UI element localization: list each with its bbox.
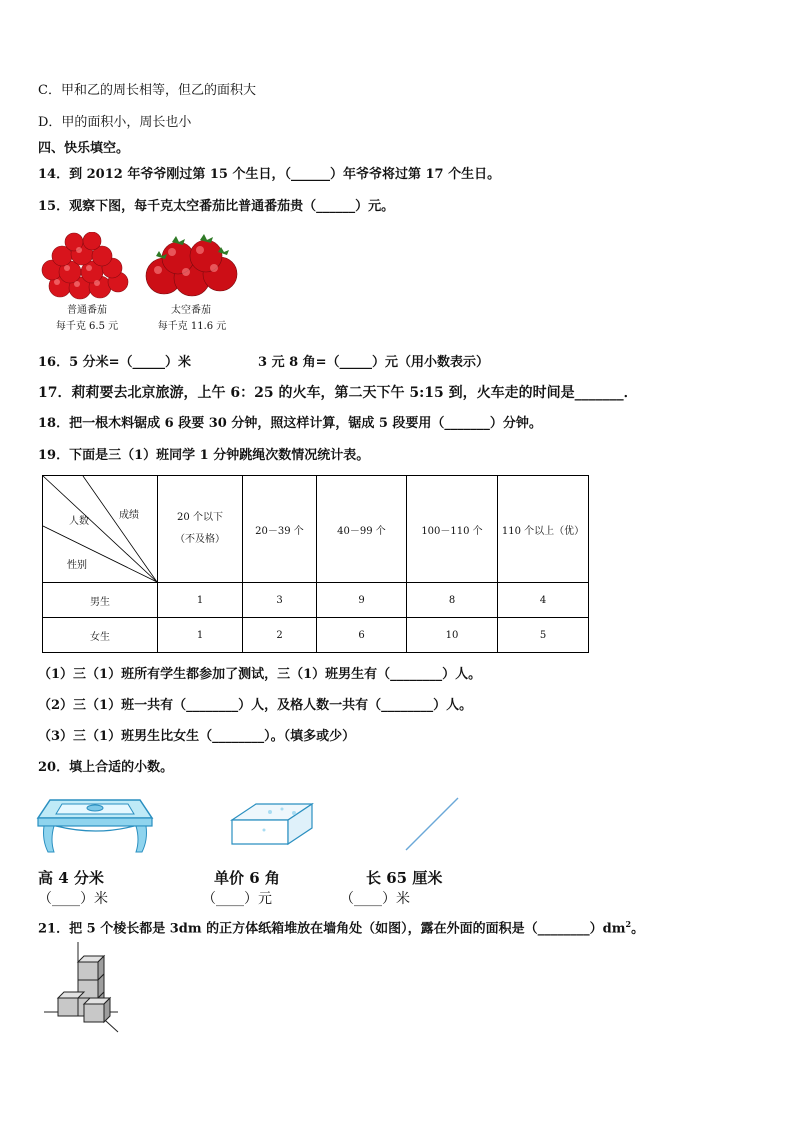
question-19-sub1: （1）三（1）班所有学生都参加了测试，三（1）班男生有（________）人。 bbox=[38, 667, 482, 682]
table-cell: 3 bbox=[243, 583, 317, 618]
row-label-girls: 女生 bbox=[43, 618, 158, 653]
item2-label: 单价 6 角 bbox=[214, 869, 280, 887]
column-header-40-99: 40－99 个 bbox=[317, 476, 407, 583]
table-cell: 1 bbox=[158, 583, 243, 618]
superscript: 2 bbox=[625, 919, 632, 929]
column-header-over110: 110 个以上（优） bbox=[498, 476, 589, 583]
jump-rope-table bbox=[42, 475, 589, 653]
question-15: 15．观察下图，每千克太空番茄比普通番茄贵（______）元。 bbox=[38, 199, 395, 214]
table-furniture-image bbox=[36, 796, 154, 860]
question-17: 17．莉莉要去北京旅游，上午 6：25 的火车，第二天下午 5:15 到，火车走的时间是_______． bbox=[38, 385, 638, 401]
space-tomato-image bbox=[142, 232, 242, 302]
table-cell: 6 bbox=[317, 618, 407, 653]
question-21-end: 。 bbox=[631, 921, 645, 937]
table-cell: 9 bbox=[317, 583, 407, 618]
table-row bbox=[43, 618, 589, 653]
space-tomato-price: 每千克 11.6 元 bbox=[157, 321, 227, 332]
column-header-20-39: 20－39 个 bbox=[243, 476, 317, 583]
table-cell: 2 bbox=[243, 618, 317, 653]
question-19: 19．下面是三（1）班同学 1 分钟跳绳次数情况统计表。 bbox=[38, 448, 370, 463]
item3-blank: （____）米 bbox=[340, 891, 410, 907]
question-21-text: 21．把 5 个棱长都是 3dm 的正方体纸箱堆放在墙角处（如图），露在外面的面积是（________）dm bbox=[38, 921, 626, 937]
table-cell: 4 bbox=[498, 583, 589, 618]
table-cell: 8 bbox=[407, 583, 498, 618]
question-19-sub2: （2）三（1）班一共有（________）人，及格人数一共有（________）人。 bbox=[38, 698, 473, 713]
item1-blank: （____）米 bbox=[38, 891, 108, 907]
item2-blank: （____）元 bbox=[202, 891, 272, 907]
column-header-100-110: 100－110 个 bbox=[407, 476, 498, 583]
row-label-boys: 男生 bbox=[43, 583, 158, 618]
question-16-part1: 16．5 分米=（_____）米 bbox=[38, 355, 192, 370]
option-d: D．甲的面积小，周长也小 bbox=[38, 115, 192, 130]
corner-gender: 性别 bbox=[67, 560, 87, 571]
section-title: 四、快乐填空。 bbox=[38, 141, 130, 156]
space-tomato-name: 太空番茄 bbox=[171, 305, 211, 316]
question-16-part2: 3 元 8 角=（_____）元（用小数表示） bbox=[258, 355, 490, 370]
column-header-under20: 20 个以下 （不及格） bbox=[158, 476, 243, 583]
normal-tomato-price: 每千克 6.5 元 bbox=[55, 321, 119, 332]
item3-label: 长 65 厘米 bbox=[366, 869, 443, 887]
question-21 bbox=[38, 915, 644, 938]
option-c: C．甲和乙的周长相等，但乙的面积大 bbox=[38, 83, 256, 98]
line-segment-image bbox=[402, 796, 462, 854]
question-18: 18．把一根木料锯成 6 段要 30 分钟，照这样计算，锯成 5 段要用（_______）分钟。 bbox=[38, 416, 542, 431]
item1-label: 高 4 分米 bbox=[38, 869, 104, 887]
table-cell: 10 bbox=[407, 618, 498, 653]
corner-diagonals bbox=[43, 476, 157, 582]
corner-count: 人数 bbox=[69, 516, 89, 527]
table-row bbox=[43, 583, 589, 618]
eraser-image bbox=[230, 800, 314, 850]
stacked-cubes-image bbox=[40, 942, 124, 1036]
table-cell: 5 bbox=[498, 618, 589, 653]
normal-tomato-image bbox=[40, 232, 132, 302]
table-cell: 1 bbox=[158, 618, 243, 653]
corner-score: 成绩 bbox=[119, 510, 139, 521]
question-20: 20．填上合适的小数。 bbox=[38, 760, 174, 775]
question-14: 14．到 2012 年爷爷刚过第 15 个生日，（______）年爷爷将过第 17 个生日。 bbox=[38, 167, 501, 182]
normal-tomato-name: 普通番茄 bbox=[67, 305, 107, 316]
table-corner-header bbox=[43, 476, 158, 583]
question-19-sub3: （3）三（1）班男生比女生（________）。（填多或少） bbox=[38, 729, 356, 744]
